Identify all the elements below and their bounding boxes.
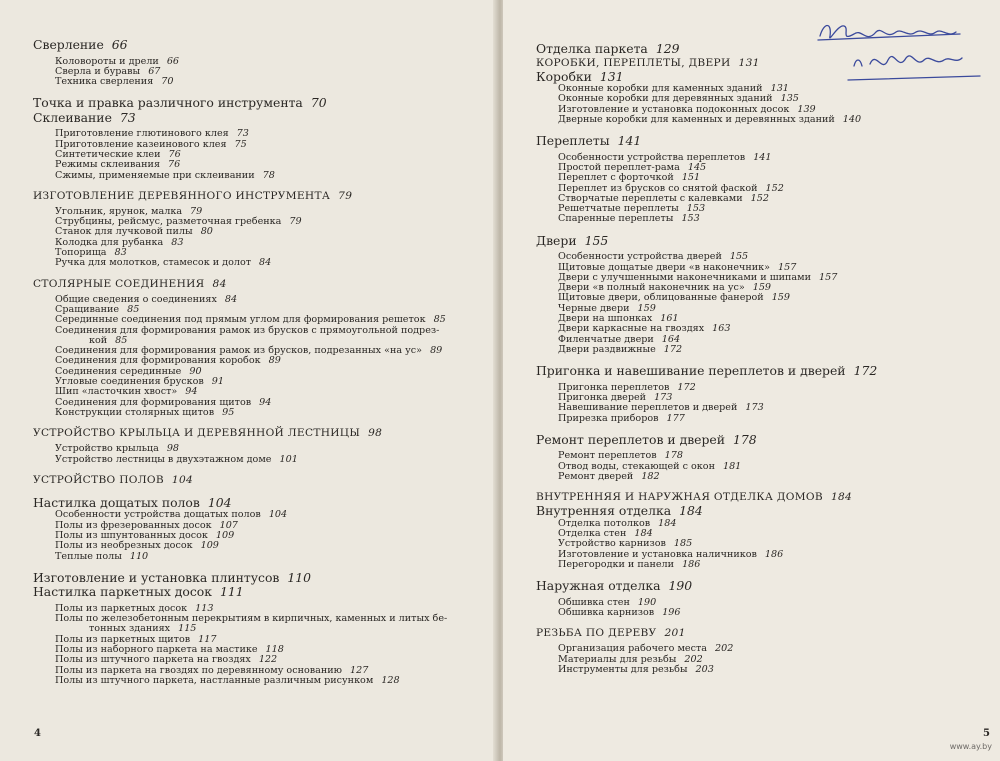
toc-entry-title: Полы из наборного паркета на мастике xyxy=(55,643,258,655)
toc-entry-title: Створчатые переплеты с калевками xyxy=(558,192,743,204)
toc-entry-page: 196 xyxy=(662,607,681,619)
toc-entry-page: 67 xyxy=(148,65,161,77)
toc-entry-title: Устройство крыльца xyxy=(55,443,159,455)
toc-entry-page: 115 xyxy=(178,623,197,635)
toc-entry-page: 141 xyxy=(617,133,642,149)
toc-entry-title: Соединения серединные xyxy=(55,365,182,377)
toc-entry-page: 101 xyxy=(279,453,298,465)
toc-entry-page: 94 xyxy=(185,386,198,398)
toc-entry-title: Сверление xyxy=(33,37,104,52)
toc-entry-title: Отделка паркета xyxy=(536,41,648,56)
toc-entry-page: 153 xyxy=(681,213,700,225)
toc-entry-page: 109 xyxy=(200,540,219,552)
toc-entry-title: Ремонт дверей xyxy=(558,471,634,483)
toc-entry-title: Приготовление глютинового клея xyxy=(55,128,229,140)
toc-entry-page: 127 xyxy=(350,664,369,676)
toc-entry-title: Полы из штучного паркета на гвоздях xyxy=(55,654,251,666)
toc-entry xyxy=(33,455,488,465)
toc-entry-page: 91 xyxy=(211,376,225,388)
toc-entry-page: 203 xyxy=(695,663,714,675)
toc-entry-page: 159 xyxy=(771,292,790,304)
toc-entry-page: 85 xyxy=(433,314,446,326)
toc-entry-title: Коробки xyxy=(536,68,592,84)
toc-entry-page: 70 xyxy=(161,76,174,88)
toc-entry-title: Перегородки и панели xyxy=(558,559,675,570)
toc-entry-title: Настилка паркетных досок xyxy=(33,584,212,600)
toc-entry-page: 181 xyxy=(722,460,742,472)
toc-entry-page: 177 xyxy=(666,412,685,424)
toc-heading xyxy=(33,190,488,203)
toc-entry-page: 185 xyxy=(673,538,693,550)
toc-entry-title: Синтетические клеи xyxy=(55,148,161,160)
toc-heading xyxy=(536,70,991,85)
toc-heading xyxy=(536,42,991,57)
toc-entry-title: Соединения для формирования рамок из брусков, подрезанных «на ус» xyxy=(55,345,423,357)
toc-entry-page: 141 xyxy=(753,151,772,163)
toc-entry-title: Приготовление казеинового клея xyxy=(55,138,227,150)
toc-entry-title: Переплет с форточкой xyxy=(558,172,674,184)
toc-entry-title: Пригонка дверей xyxy=(558,392,647,404)
toc-entry-title: Ремонт переплетов и дверей xyxy=(536,431,726,447)
toc-entry-page: 155 xyxy=(584,232,609,248)
toc-entry-title: ИЗГОТОВЛЕНИЕ ДЕРЕВЯННОГО ИНСТРУМЕНТА xyxy=(33,189,331,202)
toc-entry-title: Ремонт переплетов xyxy=(558,450,657,462)
toc-entry-title: Изготовление и установка наличников xyxy=(558,548,757,560)
toc-entry-page: 182 xyxy=(641,471,660,483)
toc-entry-page: 140 xyxy=(842,113,862,125)
toc-entry-title: Щитовые дощатые двери «в наконечник» xyxy=(558,261,771,273)
toc-heading xyxy=(33,38,488,53)
toc-entry-page: 104 xyxy=(171,473,194,486)
toc-entry-title: Дверные коробки для каменных и деревянных зданий xyxy=(558,113,835,125)
toc-entry-title: Сращивание xyxy=(55,303,120,315)
toc-entry-page: 98 xyxy=(368,427,383,440)
toc-entry-title: Особенности устройства переплетов xyxy=(558,151,746,163)
toc-entry-page: 104 xyxy=(268,509,288,521)
toc-entry-page: 129 xyxy=(655,41,680,56)
toc-entry-page: 79 xyxy=(338,189,353,202)
toc-entry-page: 139 xyxy=(797,103,816,115)
toc-entry-page: 178 xyxy=(664,450,683,462)
toc-entry-page: 153 xyxy=(686,203,706,215)
toc-entry-title: Конструкции столярных щитов xyxy=(55,406,215,418)
toc-entry-page: 89 xyxy=(430,345,443,357)
toc-entry-page: 110 xyxy=(129,550,149,562)
toc-entry-title: Настилка дощатых полов xyxy=(33,494,200,510)
toc-entry-title: Отвод воды, стекающей с окон xyxy=(558,460,715,472)
toc-entry-page: 172 xyxy=(663,343,683,355)
toc-heading xyxy=(536,504,991,519)
toc-entry-page: 184 xyxy=(634,528,653,540)
toc-entry-page: 83 xyxy=(114,247,127,259)
toc-entry-title: Обшивка стен xyxy=(558,596,630,608)
toc-entry-title: Угольник, ярунок, малка xyxy=(55,205,183,217)
toc-entry-page: 73 xyxy=(236,128,249,140)
toc-entry-page: 155 xyxy=(729,251,749,263)
toc-entry-title: Пригонка и навешивание переплетов и дверей xyxy=(536,363,846,379)
toc-entry-page: 131 xyxy=(738,56,760,69)
toc-entry-title: Инструменты для резьбы xyxy=(558,663,688,675)
toc-entry-title: Режимы склеивания xyxy=(55,159,160,171)
toc-entry-title: Полы из паркетных досок xyxy=(55,602,188,614)
toc-entry-page: 172 xyxy=(677,381,696,393)
toc-entry-title: Склеивание xyxy=(33,109,112,125)
toc-heading xyxy=(33,571,488,586)
toc-entry-page: 113 xyxy=(195,602,214,614)
toc-entry-title: Отделка стен xyxy=(558,528,627,540)
toc-entry-page: 70 xyxy=(310,95,327,111)
toc-entry-page: 75 xyxy=(234,138,247,150)
left-page xyxy=(0,0,497,761)
toc-entry-title: Двери с улучшенными наконечниками и шипами xyxy=(558,271,811,283)
toc-entry-page: 78 xyxy=(262,169,275,181)
toc-entry-page: 122 xyxy=(258,654,278,666)
toc-entry-page: 76 xyxy=(168,148,181,160)
toc-entry-title: тонных зданиях xyxy=(89,623,171,635)
toc-entry-page: 76 xyxy=(168,159,181,171)
toc-entry-title: Спаренные переплеты xyxy=(558,213,674,225)
toc-entry-title: Переплеты xyxy=(536,133,610,149)
toc-entry xyxy=(536,345,991,355)
toc-entry-title: Устройство лестницы в двухэтажном доме xyxy=(55,453,272,465)
toc-entry-title: Черные двери xyxy=(558,302,630,314)
toc-entry-page: 152 xyxy=(750,192,769,204)
toc-entry-title: Топорища xyxy=(55,247,107,259)
toc-entry-page: 157 xyxy=(778,261,797,273)
toc-entry-page: 110 xyxy=(287,569,312,585)
toc-entry-page: 107 xyxy=(219,519,238,531)
toc-entry-page: 118 xyxy=(265,643,284,655)
toc-entry xyxy=(536,214,991,224)
toc-heading xyxy=(536,627,991,640)
toc-entry-title: Решетчатые переплеты xyxy=(558,203,679,215)
watermark: www.ay.by xyxy=(949,742,992,751)
toc-entry xyxy=(536,560,991,570)
toc-heading xyxy=(33,278,488,291)
toc-entry-page: 201 xyxy=(664,627,686,640)
toc-entry-page: 151 xyxy=(681,172,701,184)
toc-entry-page: 157 xyxy=(818,271,838,283)
toc-entry-title: Шип «ласточкин хвост» xyxy=(55,386,178,398)
toc-entry-page: 111 xyxy=(219,584,244,600)
toc-entry-title: Материалы для резьбы xyxy=(558,653,677,665)
toc-entry-page: 159 xyxy=(752,282,772,294)
toc-entry-page: 66 xyxy=(111,37,128,52)
toc-entry-page: 94 xyxy=(259,396,272,408)
toc-heading xyxy=(33,585,488,600)
toc-entry-page: 131 xyxy=(770,83,789,94)
toc-entry-title: Наружная отделка xyxy=(536,578,661,594)
toc-entry-page: 83 xyxy=(171,236,184,248)
toc-entry-page: 89 xyxy=(268,355,281,367)
toc-entry-title: Организация рабочего места xyxy=(558,643,707,655)
toc-entry-title: ВНУТРЕННЯЯ И НАРУЖНАЯ ОТДЕЛКА ДОМОВ xyxy=(536,491,823,504)
toc-entry-page: 186 xyxy=(682,559,701,570)
toc-entry xyxy=(536,665,991,675)
toc-entry-title: Двери xyxy=(536,232,577,248)
toc-entry-title: Щитовые двери, облицованные фанерой xyxy=(558,292,764,304)
toc-entry-title: Колодка для рубанка xyxy=(55,236,164,248)
toc-entry-title: Устройство карнизов xyxy=(558,538,666,550)
toc-entry-page: 85 xyxy=(115,334,128,346)
toc-entry-title: Изготовление и установка подоконных досок xyxy=(558,103,790,115)
toc-entry-title: Ручка для молотков, стамесок и долот xyxy=(55,257,252,269)
toc-entry-page: 109 xyxy=(215,529,235,541)
toc-entry-page: 84 xyxy=(212,277,227,290)
toc-entry-page: 117 xyxy=(198,633,217,645)
toc-entry-title: Прирезка приборов xyxy=(558,412,659,424)
toc-entry-title: кой xyxy=(89,334,108,346)
toc-entry-title: Изготовление и установка плинтусов xyxy=(33,569,280,585)
toc-entry-page: 184 xyxy=(830,491,853,504)
toc-entry xyxy=(33,171,488,181)
toc-entry xyxy=(536,608,991,618)
toc-entry-page: 128 xyxy=(381,674,400,686)
toc-entry-title: Полы из фрезерованных досок xyxy=(55,519,212,531)
toc-entry-title: Станок для лучковой пилы xyxy=(55,226,193,238)
toc-entry-page: 84 xyxy=(259,257,272,269)
toc-entry-title: Соединения для формирования коробок xyxy=(55,355,261,367)
toc-entry xyxy=(33,258,488,268)
toc-entry xyxy=(536,472,991,482)
toc-entry-page: 80 xyxy=(200,226,213,238)
toc-entry-title: Двери раздвижные xyxy=(558,343,656,355)
toc-entry-page: 79 xyxy=(289,216,302,228)
toc-entry-title: Серединные соединения под прямым углом для формирования решеток xyxy=(55,314,426,326)
toc-entry-title: РЕЗЬБА ПО ДЕРЕВУ xyxy=(536,627,657,640)
toc-entry-title: Соединения для формирования рамок из брусков с прямоугольной подрез- xyxy=(55,324,440,336)
toc-entry-title: Теплые полы xyxy=(55,550,122,562)
toc-entry-title: Сверла и буравы xyxy=(55,65,141,77)
toc-entry-page: 164 xyxy=(661,333,681,345)
toc-entry-title: Двери на шпонках xyxy=(558,313,653,325)
toc-heading xyxy=(33,96,488,111)
toc-entry-title: УСТРОЙСТВО ПОЛОВ xyxy=(33,473,164,486)
toc-entry-title: Коловороты и дрели xyxy=(55,55,159,67)
toc-entry-title: Точка и правка различного инструмента xyxy=(33,95,303,111)
toc-heading xyxy=(33,111,488,126)
toc-entry-page: 159 xyxy=(637,302,656,314)
page-number-right: 5 xyxy=(983,728,990,739)
toc-entry-title: СТОЛЯРНЫЕ СОЕДИНЕНИЯ xyxy=(33,277,205,290)
toc-entry-title: Соединения для формирования щитов xyxy=(55,396,252,408)
toc-entry xyxy=(33,77,488,87)
toc-entry-page: 84 xyxy=(224,293,238,305)
toc-entry-page: 66 xyxy=(166,55,180,67)
toc-entry-title: Двери каркасные на гвоздях xyxy=(558,323,705,335)
toc-entry-page: 161 xyxy=(660,313,679,325)
toc-entry-title: Филенчатые двери xyxy=(558,333,654,345)
toc-entry-page: 131 xyxy=(599,68,624,84)
toc-entry-title: Оконные коробки для деревянных зданий xyxy=(558,93,773,105)
toc-entry-page: 104 xyxy=(207,494,232,510)
toc-entry-title: Простой переплет-рама xyxy=(558,161,680,173)
toc-entry-title: КОРОБКИ, ПЕРЕПЛЕТЫ, ДВЕРИ xyxy=(536,56,731,69)
toc-heading xyxy=(33,496,488,511)
toc-entry-page: 190 xyxy=(668,578,693,594)
toc-entry-page: 98 xyxy=(166,443,180,455)
toc-entry-title: Полы из шпунтованных досок xyxy=(55,529,208,541)
toc-entry-title: УСТРОЙСТВО КРЫЛЬЦА И ДЕРЕВЯННОЙ ЛЕСТНИЦЫ xyxy=(33,427,361,440)
toc-entry-page: 202 xyxy=(714,643,734,655)
toc-entry xyxy=(33,408,488,418)
toc-entry-title: Полы из штучного паркета, настланные различным рисунком xyxy=(55,674,374,686)
right-page xyxy=(503,0,1000,761)
toc-heading xyxy=(536,433,991,448)
toc-entry-page: 186 xyxy=(764,548,784,560)
toc-entry-title: Пригонка переплетов xyxy=(558,381,670,393)
toc-heading xyxy=(536,579,991,594)
toc-left xyxy=(33,38,488,686)
toc-entry-title: Оконные коробки для каменных зданий xyxy=(558,83,763,94)
toc-entry-page: 172 xyxy=(853,363,878,379)
toc-entry-title: Двери «в полный наконечник на ус» xyxy=(558,282,745,294)
toc-entry xyxy=(536,115,991,125)
toc-entry-title: Полы из необрезных досок xyxy=(55,540,193,552)
toc-entry-page: 90 xyxy=(189,365,202,377)
toc-entry-title: Полы из паркета на гвоздях по деревянному основанию xyxy=(55,664,343,676)
toc-heading xyxy=(536,234,991,249)
toc-entry-page: 95 xyxy=(222,406,235,418)
toc-entry-page: 152 xyxy=(765,182,784,194)
toc-entry-title: Угловые соединения брусков xyxy=(55,376,204,388)
toc-entry-page: 173 xyxy=(654,392,673,404)
toc-heading xyxy=(33,474,488,487)
toc-entry-title: Внутренняя отделка xyxy=(536,503,672,519)
toc-entry-page: 145 xyxy=(687,161,707,173)
toc-entry-title: Особенности устройства дощатых полов xyxy=(55,509,261,521)
toc-heading xyxy=(536,364,991,379)
toc-entry-page: 184 xyxy=(658,517,677,529)
toc-heading xyxy=(536,57,991,70)
toc-entry-page: 202 xyxy=(684,653,703,665)
toc-entry-title: Техника сверления xyxy=(55,76,154,88)
toc-heading xyxy=(33,427,488,440)
toc-entry-page: 73 xyxy=(119,109,136,125)
toc-entry-page: 85 xyxy=(127,303,140,315)
toc-right xyxy=(536,42,991,675)
toc-entry-title: Отделка потолков xyxy=(558,517,651,529)
toc-entry-page: 79 xyxy=(190,205,203,217)
toc-entry-page: 173 xyxy=(745,402,764,414)
toc-entry-title: Навешивание переплетов и дверей xyxy=(558,402,738,414)
toc-heading xyxy=(536,134,991,149)
toc-entry-title: Обшивка карнизов xyxy=(558,607,655,619)
toc-entry xyxy=(536,414,991,424)
toc-entry xyxy=(33,552,488,562)
toc-entry-page: 163 xyxy=(712,323,731,335)
toc-entry-title: Полы из паркетных щитов xyxy=(55,633,191,645)
toc-entry-title: Особенности устройства дверей xyxy=(558,251,722,263)
page-number-left: 4 xyxy=(34,728,41,739)
toc-entry-page: 190 xyxy=(637,596,657,608)
toc-entry-page: 135 xyxy=(780,93,799,105)
toc-entry-title: Струбцины, рейсмус, разметочная гребенка xyxy=(55,216,282,228)
toc-entry-page: 178 xyxy=(733,431,757,447)
toc-entry-title: Полы по железобетонным перекрытиям в кирпичных, каменных и литых бе- xyxy=(55,613,448,625)
toc-entry xyxy=(33,676,488,686)
toc-entry-title: Общие сведения о соединениях xyxy=(55,293,217,305)
toc-entry-page: 184 xyxy=(679,503,703,519)
toc-entry-title: Переплет из брусков со снятой фаской xyxy=(558,182,758,194)
toc-entry-title: Сжимы, применяемые при склеивании xyxy=(55,169,255,181)
